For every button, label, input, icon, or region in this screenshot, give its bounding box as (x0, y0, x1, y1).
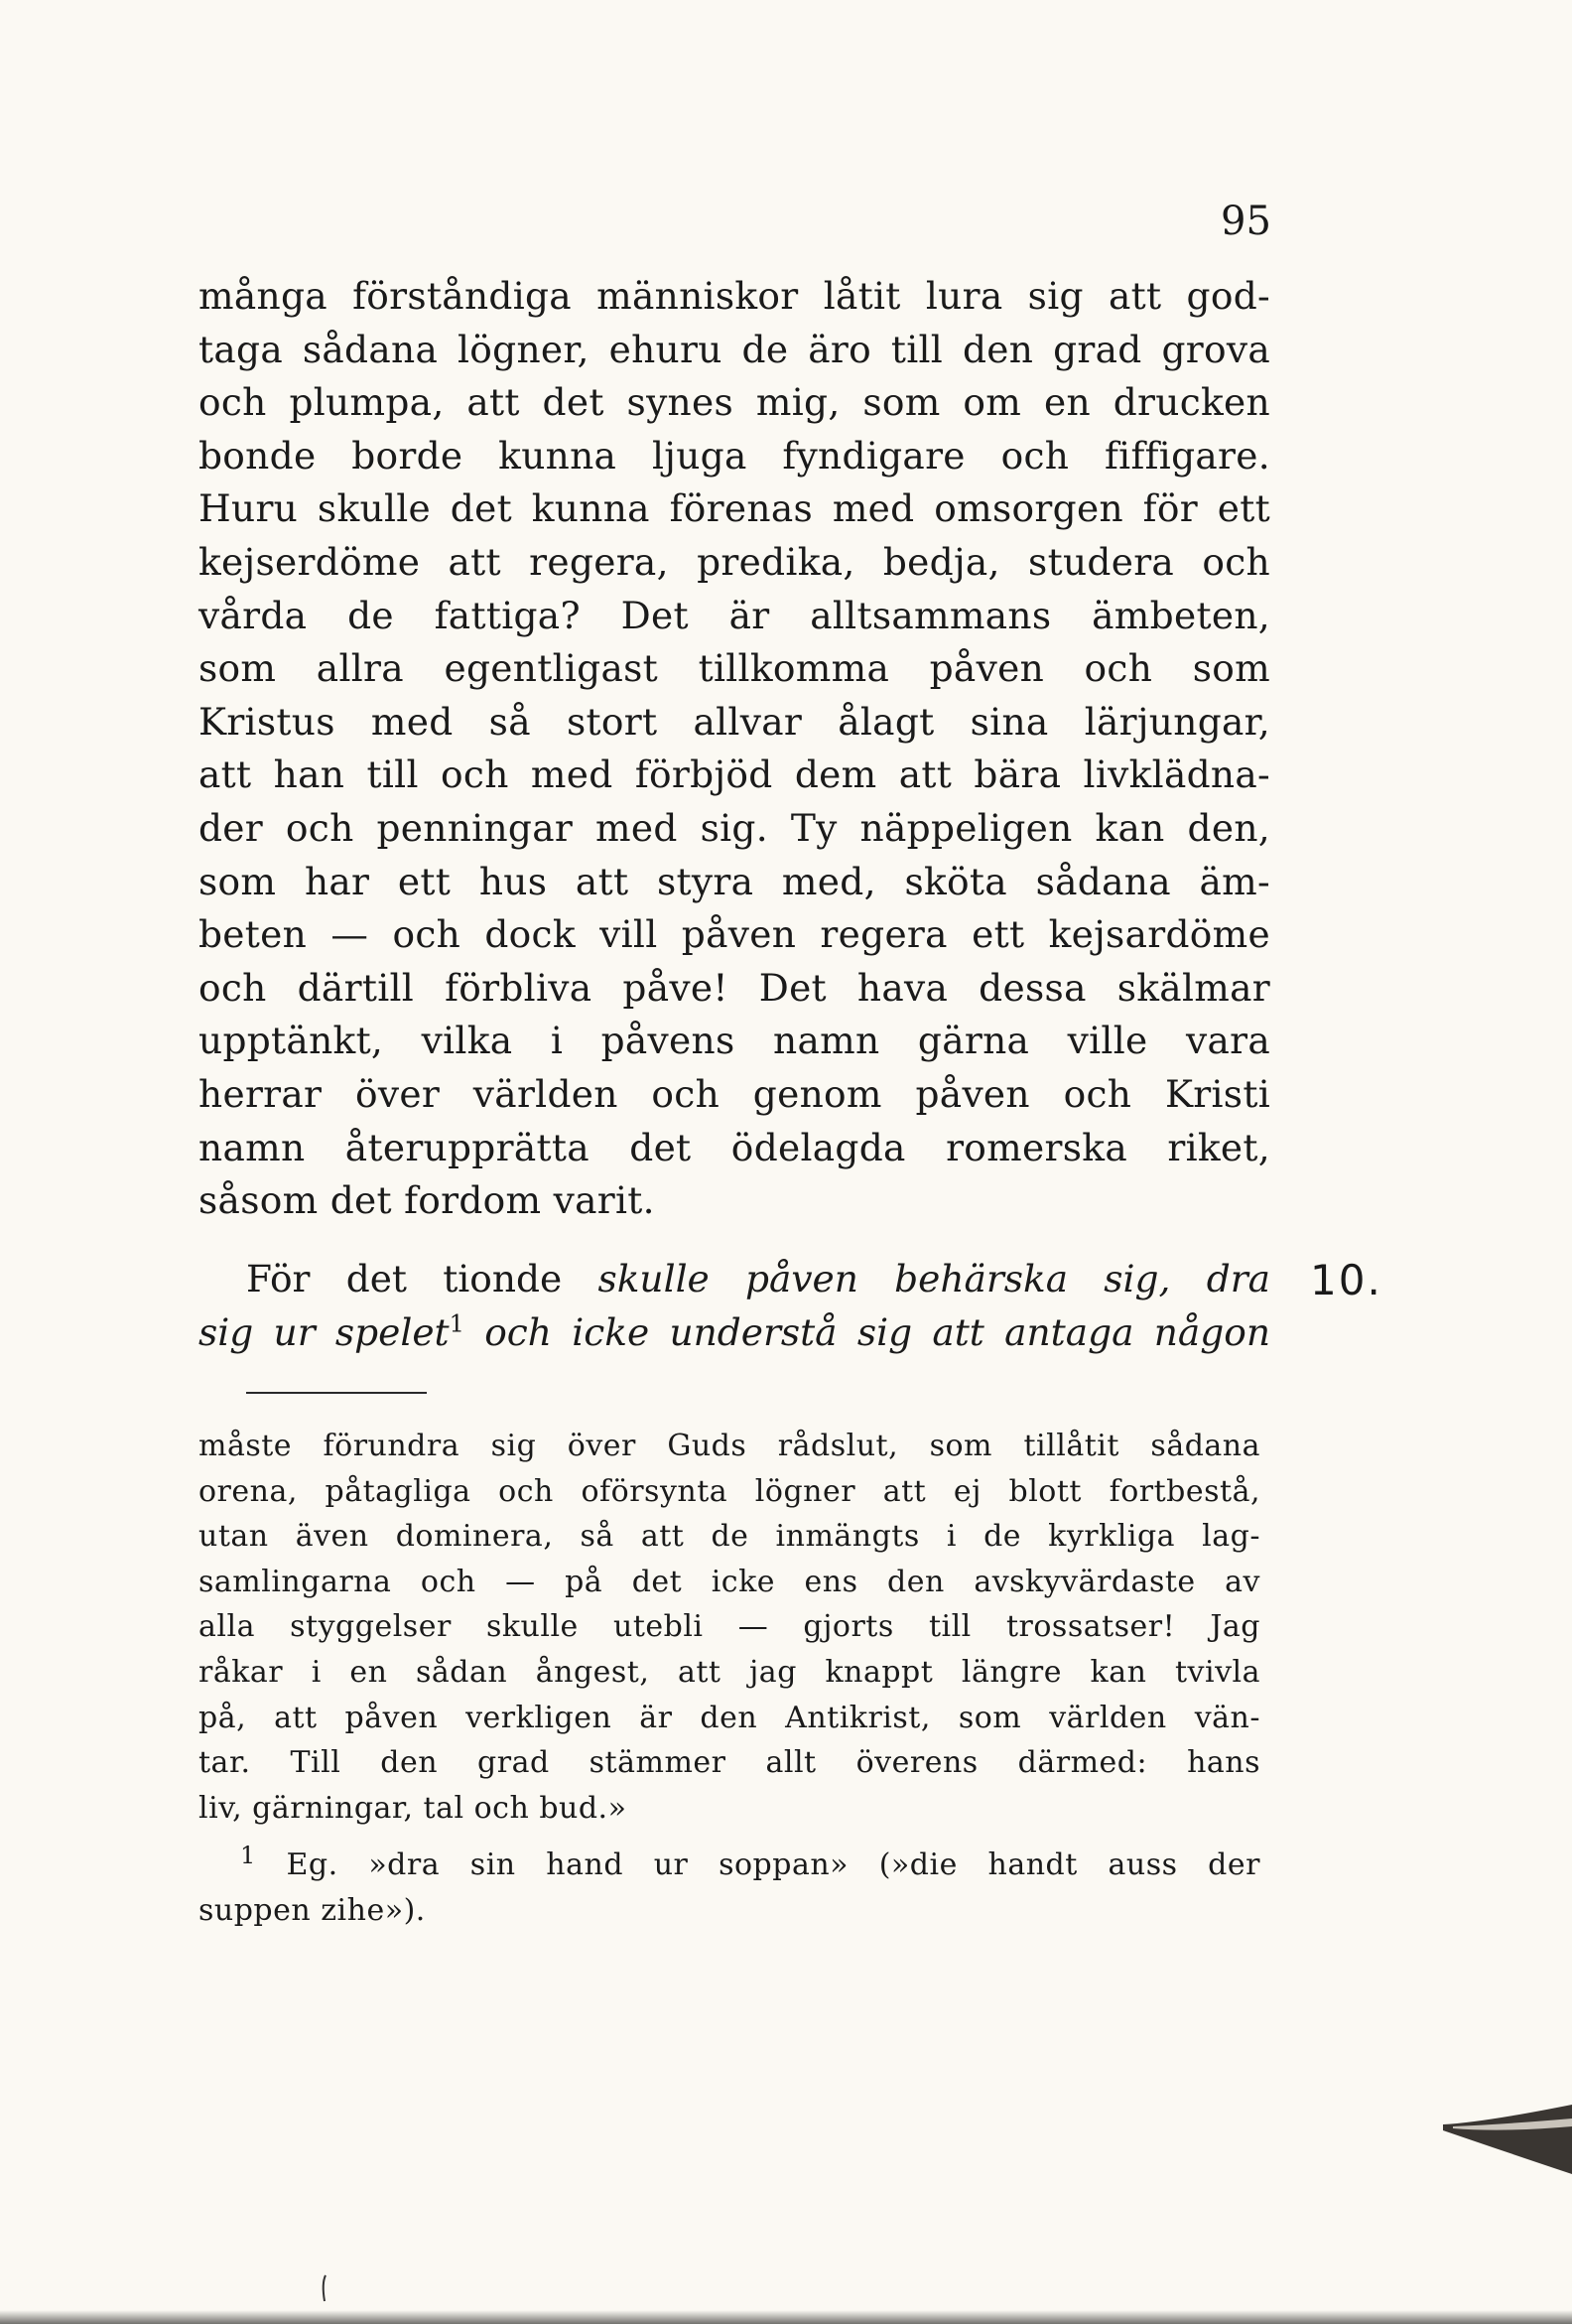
text-line: bonde borde kunna ljuga fyndigare och fiffigare. (198, 433, 1270, 478)
main-paragraph (198, 270, 1270, 1228)
footnote-line: orena, påtagliga och oförsynta lögner att ej blott fortbestå, (198, 1473, 1260, 1509)
ink-speck (320, 2273, 329, 2303)
footnote-line: på, att påven verkligen är den Antikrist, som världen vän- (198, 1700, 1260, 1735)
footnote-reference: 1 (449, 1309, 464, 1338)
text-italic: sig ur spelet (198, 1309, 450, 1354)
text-line: namn återupprätta det ödelagda romerska riket, (198, 1125, 1270, 1169)
pen-tip-icon (1443, 2095, 1572, 2184)
text-line: att han till och med förbjöd dem att bära livklädna- (198, 752, 1270, 797)
text-italic: skulle påven behärska sig, dra (597, 1257, 1271, 1300)
text-line: Huru skulle det kunna förenas med omsorgen för ett (198, 486, 1270, 531)
page-edge-shadow (0, 2310, 1572, 2324)
text-line: Kristus med så stort allvar ålagt sina lärjungar, (198, 699, 1270, 744)
text-line: och därtill förbliva påve! Det hava dessa skälmar (198, 965, 1270, 1010)
footnote-line: samlingarna och — på det icke ens den avskyvärdaste av (198, 1564, 1260, 1599)
text-line (198, 1253, 1270, 1306)
footnote-line: tar. Till den grad stämmer allt överens därmed: hans (198, 1745, 1260, 1781)
page-number: 95 (1221, 199, 1271, 244)
footnote-rule (246, 1392, 427, 1394)
footnote-text: Eg. »dra sin hand ur soppan» (»die handt auss der (286, 1847, 1260, 1882)
footnote-line: alla styggelser skulle utebli — gjorts till trossatser! Jag (198, 1609, 1260, 1645)
footnote-marker: 1 (240, 1842, 256, 1869)
text-italic: och icke understå sig att antaga någon (463, 1309, 1271, 1354)
text-line: herrar över världen och genom påven och Kristi (198, 1071, 1270, 1116)
text-line (198, 1306, 1270, 1360)
second-paragraph (198, 1253, 1270, 1359)
text-line: såsom det fordom varit. (198, 1178, 655, 1223)
text-line: upptänkt, vilka i påvens namn gärna ville vara (198, 1019, 1270, 1063)
footnote-1 (198, 1843, 1260, 1933)
text-line: kejserdöme att regera, predika, bedja, studera och (198, 539, 1270, 584)
footnote-line: utan även dominera, så att de inmängts i de kyrkliga lag- (198, 1519, 1260, 1555)
text-line: vårda de fattiga? Det är alltsammans ämbeten, (198, 593, 1270, 637)
text-plain: För det tionde (246, 1257, 598, 1300)
text-line: som allra egentligast tillkomma påven och som (198, 646, 1270, 691)
text-line: och plumpa, att det synes mig, som om en drucken (198, 380, 1270, 425)
text-line: många förståndiga människor låtit lura sig att god- (198, 274, 1270, 318)
footnote-continuation (198, 1424, 1260, 1831)
footnote-line: liv, gärningar, tal och bud.» (198, 1790, 627, 1826)
margin-section-number: 10. (1310, 1256, 1382, 1304)
footnote-line: måste förundra sig över Guds rådslut, som tillåtit sådana (198, 1429, 1260, 1463)
footnote-line (198, 1843, 1260, 1888)
text-line: beten — och dock vill påven regera ett kejsardöme (198, 912, 1270, 957)
text-line: taga sådana lögner, ehuru de äro till den grad grova (198, 327, 1270, 371)
text-line: som har ett hus att styra med, sköta sådana äm- (198, 859, 1270, 903)
footnote-line: suppen zihe»). (198, 1892, 426, 1928)
text-line: der och penningar med sig. Ty näppeligen kan den, (198, 805, 1270, 850)
footnote-line: råkar i en sådan ångest, att jag knappt längre kan tvivla (198, 1654, 1260, 1690)
